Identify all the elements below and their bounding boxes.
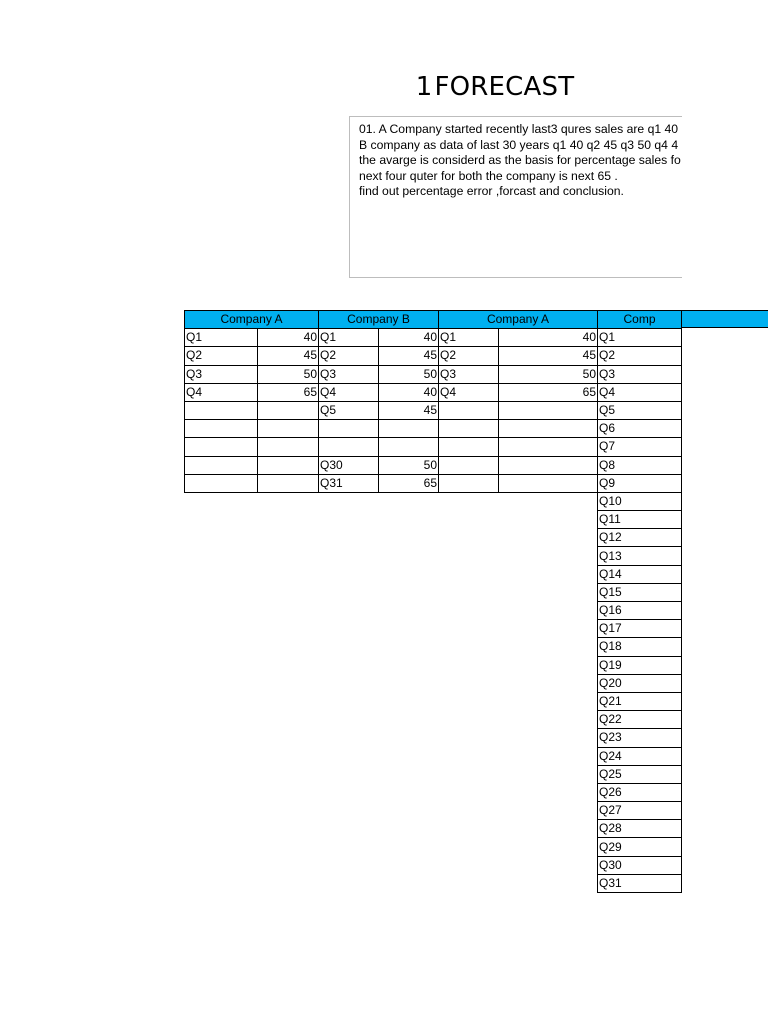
header-company-a-second[interactable]: Company A	[439, 311, 598, 329]
table-row	[439, 420, 598, 438]
cell-quarter[interactable]: Q7	[598, 438, 682, 456]
table-row	[598, 383, 682, 401]
table-row	[439, 347, 598, 365]
problem-line: find out percentage error ,forcast and conclusion.	[359, 184, 624, 198]
table-company-a-b	[184, 310, 439, 493]
cell-value-a[interactable]: 50	[258, 365, 319, 383]
table-row	[598, 874, 682, 892]
cell-value[interactable]: 45	[499, 347, 598, 365]
cell-value[interactable]: 50	[499, 365, 598, 383]
table-row	[598, 583, 682, 601]
table-row	[598, 747, 682, 765]
cell-quarter[interactable]: Q19	[598, 656, 682, 674]
table-row	[598, 820, 682, 838]
cell-value[interactable]: 40	[499, 329, 598, 347]
table-row	[185, 456, 439, 474]
table-row	[598, 347, 682, 365]
cell-value-a[interactable]: 40	[258, 329, 319, 347]
cell-value-b[interactable]	[379, 438, 439, 456]
table-row	[598, 620, 682, 638]
cell-quarter-b[interactable]	[319, 420, 379, 438]
table-row	[598, 474, 682, 492]
cell-quarter-a[interactable]	[185, 401, 258, 419]
problem-line: 01. A Company started recently last3 qures sales are q1 40	[359, 122, 679, 136]
table-row	[185, 474, 439, 492]
cell-value-b[interactable]: 50	[379, 365, 439, 383]
table-row	[598, 729, 682, 747]
cell-value[interactable]	[499, 401, 598, 419]
table-row	[598, 547, 682, 565]
cell-value-a[interactable]	[258, 420, 319, 438]
table-company-third	[597, 310, 682, 893]
table-row	[439, 456, 598, 474]
table-row	[598, 420, 682, 438]
table-row	[598, 838, 682, 856]
cell-value-b[interactable]: 45	[379, 347, 439, 365]
cell-quarter-b[interactable]: Q5	[319, 401, 379, 419]
table-row	[185, 347, 439, 365]
cell-quarter[interactable]	[439, 456, 499, 474]
cell-quarter[interactable]: Q20	[598, 674, 682, 692]
header-company-a[interactable]: Company A	[185, 311, 319, 329]
cell-quarter-b[interactable]: Q31	[319, 474, 379, 492]
cell-quarter[interactable]: Q23	[598, 729, 682, 747]
table-row	[439, 365, 598, 383]
cell-quarter[interactable]: Q10	[598, 492, 682, 510]
table-row	[598, 802, 682, 820]
cell-value-b[interactable]: 45	[379, 401, 439, 419]
table-row	[598, 529, 682, 547]
table-row	[598, 783, 682, 801]
cell-value[interactable]	[499, 474, 598, 492]
cell-quarter-a[interactable]: Q4	[185, 383, 258, 401]
cell-quarter-a[interactable]: Q1	[185, 329, 258, 347]
cell-quarter-b[interactable]: Q1	[319, 329, 379, 347]
cell-value-a[interactable]	[258, 474, 319, 492]
table-row	[598, 765, 682, 783]
problem-line: the avarge is considerd as the basis for percentage sales fo	[359, 153, 681, 167]
table-row	[598, 674, 682, 692]
cell-quarter[interactable]: Q3	[439, 365, 499, 383]
cell-value[interactable]	[499, 420, 598, 438]
cell-quarter[interactable]: Q31	[598, 874, 682, 892]
cell-value-a[interactable]: 65	[258, 383, 319, 401]
cell-quarter-a[interactable]	[185, 456, 258, 474]
cell-quarter[interactable]: Q24	[598, 747, 682, 765]
table-row	[185, 329, 439, 347]
cell-quarter[interactable]: Q12	[598, 529, 682, 547]
table-row	[439, 401, 598, 419]
cell-quarter[interactable]: Q3	[598, 365, 682, 383]
table-row	[598, 511, 682, 529]
table-row	[598, 856, 682, 874]
cell-quarter[interactable]: Q18	[598, 638, 682, 656]
cell-quarter[interactable]: Q4	[439, 383, 499, 401]
table-header-row	[598, 311, 682, 329]
cell-value-b[interactable]	[379, 420, 439, 438]
header-company-b[interactable]: Company B	[319, 311, 439, 329]
table-row	[185, 401, 439, 419]
cell-value-a[interactable]	[258, 401, 319, 419]
table-row	[598, 329, 682, 347]
cell-quarter[interactable]: Q21	[598, 692, 682, 710]
table-row	[598, 656, 682, 674]
table-header-row	[185, 311, 439, 329]
cell-quarter-b[interactable]: Q4	[319, 383, 379, 401]
cell-quarter[interactable]: Q30	[598, 856, 682, 874]
table-row	[439, 474, 598, 492]
cell-value-a[interactable]	[258, 438, 319, 456]
table-row	[598, 711, 682, 729]
cell-quarter[interactable]	[439, 420, 499, 438]
cell-quarter[interactable]: Q8	[598, 456, 682, 474]
cell-quarter-b[interactable]	[319, 438, 379, 456]
cell-quarter[interactable]	[439, 401, 499, 419]
title-number: 1	[415, 72, 433, 102]
cell-quarter[interactable]: Q5	[598, 401, 682, 419]
table-row	[598, 456, 682, 474]
cell-quarter[interactable]: Q2	[439, 347, 499, 365]
table-row	[598, 602, 682, 620]
cell-quarter-a[interactable]: Q3	[185, 365, 258, 383]
cell-quarter[interactable]: Q13	[598, 547, 682, 565]
cell-quarter[interactable]: Q28	[598, 820, 682, 838]
table-row	[185, 438, 439, 456]
cell-quarter[interactable]	[439, 438, 499, 456]
problem-line: B company as data of last 30 years q1 40 q2 45 q3 50 q4 4	[359, 137, 679, 152]
cell-quarter[interactable]: Q27	[598, 802, 682, 820]
cell-value-b[interactable]: 50	[379, 456, 439, 474]
cell-quarter[interactable]: Q9	[598, 474, 682, 492]
cell-value-b[interactable]: 40	[379, 383, 439, 401]
table-row	[598, 365, 682, 383]
cell-quarter[interactable]: Q29	[598, 838, 682, 856]
cell-quarter[interactable]: Q25	[598, 765, 682, 783]
cell-quarter[interactable]: Q14	[598, 565, 682, 583]
header-fill-overflow	[682, 310, 768, 328]
cell-quarter[interactable]: Q15	[598, 583, 682, 601]
table-row	[598, 438, 682, 456]
table-row	[598, 638, 682, 656]
table-company-a-second	[438, 310, 598, 493]
title-text: FORECAST	[434, 72, 575, 102]
cell-value-a[interactable]	[258, 456, 319, 474]
cell-value[interactable]	[499, 456, 598, 474]
cell-quarter[interactable]: Q26	[598, 783, 682, 801]
cell-quarter-b[interactable]: Q3	[319, 365, 379, 383]
cell-quarter-a[interactable]	[185, 420, 258, 438]
cell-quarter[interactable]: Q11	[598, 511, 682, 529]
header-company-third[interactable]: Comp	[598, 311, 682, 329]
cell-quarter[interactable]: Q22	[598, 711, 682, 729]
table-header-row	[439, 311, 598, 329]
cell-quarter-b[interactable]: Q2	[319, 347, 379, 365]
cell-quarter[interactable]: Q17	[598, 620, 682, 638]
cell-quarter-a[interactable]	[185, 438, 258, 456]
table-row	[598, 565, 682, 583]
table-row	[439, 438, 598, 456]
cell-quarter[interactable]: Q1	[598, 329, 682, 347]
cell-quarter[interactable]: Q1	[439, 329, 499, 347]
cell-value[interactable]	[499, 438, 598, 456]
table-row	[598, 401, 682, 419]
cell-value[interactable]: 65	[499, 383, 598, 401]
cell-quarter-b[interactable]: Q30	[319, 456, 379, 474]
table-row	[598, 492, 682, 510]
cell-value-b[interactable]: 65	[379, 474, 439, 492]
cell-value-a[interactable]: 45	[258, 347, 319, 365]
table-row	[439, 329, 598, 347]
table-row	[185, 365, 439, 383]
table-row	[185, 383, 439, 401]
cell-quarter-a[interactable]: Q2	[185, 347, 258, 365]
problem-textbox[interactable]	[349, 116, 682, 278]
cell-quarter[interactable]: Q6	[598, 420, 682, 438]
cell-quarter[interactable]	[439, 474, 499, 492]
cell-quarter-a[interactable]	[185, 474, 258, 492]
cell-quarter[interactable]: Q16	[598, 602, 682, 620]
cell-quarter[interactable]: Q4	[598, 383, 682, 401]
table-row	[185, 420, 439, 438]
table-row	[598, 692, 682, 710]
cell-value-b[interactable]: 40	[379, 329, 439, 347]
cell-quarter[interactable]: Q2	[598, 347, 682, 365]
problem-line: next four quter for both the company is next 65 .	[359, 168, 618, 183]
table-row	[439, 383, 598, 401]
